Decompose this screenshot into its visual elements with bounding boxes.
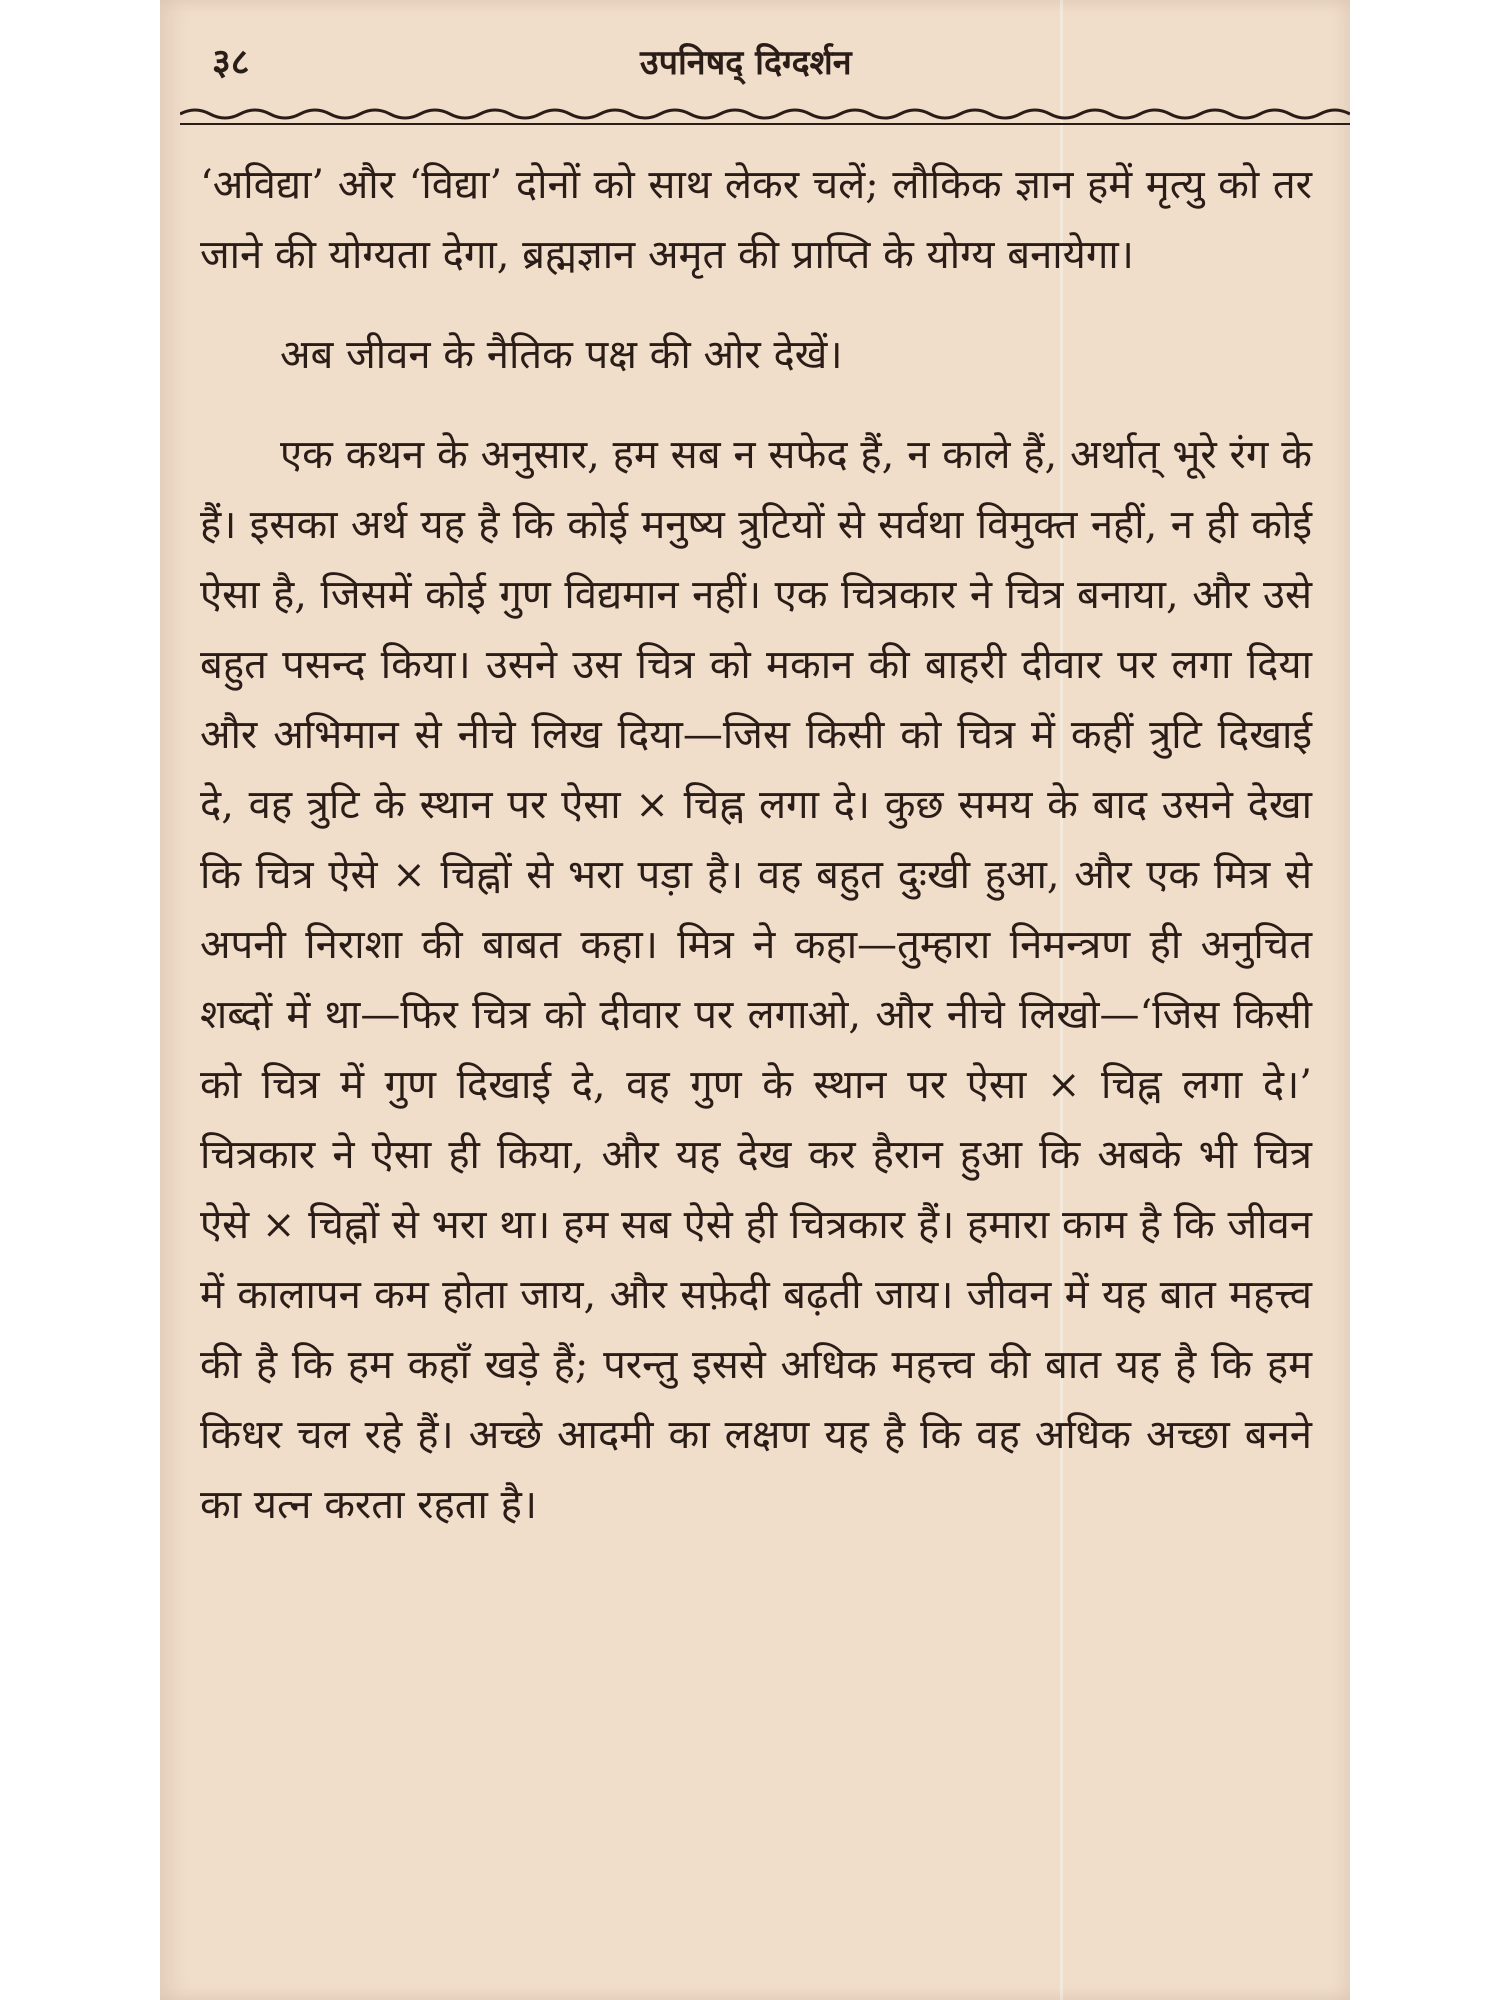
running-header <box>160 36 1350 96</box>
paragraph-vidya-avidya: ‘अविद्या’ और ‘विद्या’ दोनों को साथ लेकर चलें; लौकिक ज्ञान हमें मृत्यु को तर जाने की योग्यता देगा, ब्रह्मज्ञान अमृत की प्राप्ति के योग्य बनायेगा। <box>200 162 1312 278</box>
page-number: ३८ <box>212 41 250 83</box>
book-page <box>160 0 1350 2000</box>
running-title: उपनिषद् दिग्दर्शन <box>640 43 852 83</box>
paragraph-painter-story: एक कथन के अनुसार, हम सब न सफेद हैं, न काले हैं, अर्थात् भूरे रंग के हैं। इसका अर्थ यह है कि कोई मनुष्य त्रुटियों से सर्वथा विमुक्त नहीं, न ही कोई ऐसा है, जिसमें कोई गुण विद्यमान नहीं। एक चित्रकार ने चित्र बनाया, और उसे बहुत पसन्द किया। उसने उस चित्र को मकान की बाहरी दीवार पर लगा दिया और अभिमान से नीचे लिख दिया—जिस किसी को चित्र में कहीं त्रुटि दिखाई दे, वह त्रुटि के स्थान पर ऐसा × चिह्न लगा दे। कुछ समय के बाद उसने देखा कि चित्र ऐसे × चिह्नों से भरा पड़ा है। वह बहुत दुःखी हुआ, और एक मित्र से अपनी निराशा की बाबत कहा। मित्र ने कहा—तुम्हारा निमन्त्रण ही अनुचित शब्दों में था—फिर चित्र को दीवार पर लगाओ, और नीचे लिखो—‘जिस किसी को चित्र में गुण दिखाई दे, वह गुण के स्थान पर ऐसा × चिह्न लगा दे।’ चित्रकार ने ऐसा ही किया, और यह देख कर हैरान हुआ कि अबके भी चित्र ऐसे × चिह्नों से भरा था। हम सब ऐसे ही चित्रकार हैं। हमारा काम है कि जीवन में कालापन कम होता जाय, और सफ़ेदी बढ़ती जाय। जीवन में यह बात महत्त्व की है कि हम कहाँ खड़े हैं; परन्तु इससे अधिक महत्त्व की बात यह है कि हम किधर चल रहे हैं। अच्छे आदमी का लक्षण यह है कि वह अधिक अच्छा बनने का यत्न करता रहता है। <box>200 432 1312 1528</box>
paragraph-ethical-aspect: अब जीवन के नैतिक पक्ष की ओर देखें। <box>280 332 843 378</box>
body-text <box>200 150 1312 1540</box>
wavy-divider-rule <box>180 104 1350 134</box>
